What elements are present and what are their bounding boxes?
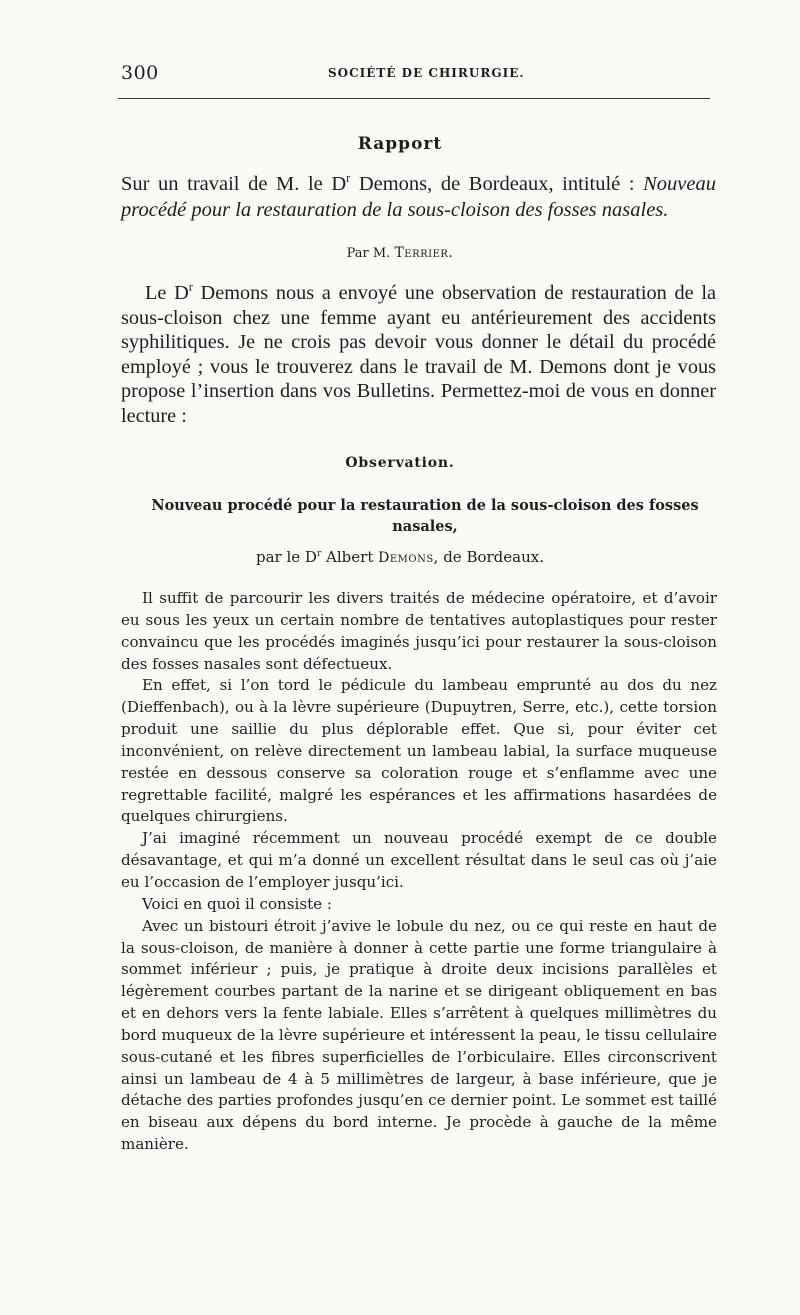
body-paragraph: En effet, si l’on tord le pédicule du lambeau emprunté au dos du nez (Dieffenbach), ou à la lèvre supérieure (Dupuytren, Serre, etc.), cette torsion produit une saillie du plus déplorable effet. Que si, pour éviter cet inconvénient, on relève directement un lambeau labial, la surface muqueuse restée en dessous conserve sa coloration rouge et s’enflamme avec une regrettable facilité, malgré les espérances et les affirmations hasardées de quelques chirurgiens.: [121, 676, 717, 826]
intro-text: Demons nous a envoyé une observation de restauration de la sous-cloison chez une femme ayant eu antérieurement des accidents syphilitiques. Je ne crois pas devoir vous donner le détail du procédé employé ; vous le trouverez dans le travail de M. Demons dont je vous propose l’insertion dans vos Bulletins. Permettez-moi de vous en donner lecture :: [121, 282, 717, 427]
body-paragraph: Voici en quoi il consiste :: [142, 894, 332, 913]
obs-by-name: Albert: [321, 548, 379, 566]
observation-heading: Observation.: [345, 455, 455, 471]
byline-prefix: Par M.: [346, 246, 395, 261]
obs-by-suffix: , de Bordeaux.: [433, 548, 544, 566]
page-number: 300: [121, 62, 159, 84]
intro-paragraph: [121, 281, 716, 428]
report-subject: [121, 171, 716, 223]
obs-by-sup: r: [316, 549, 322, 559]
subject-mid: Demons, de Bordeaux, intitulé :: [350, 173, 644, 195]
observation-body: [121, 588, 717, 1156]
body-paragraph: J’ai imaginé récemment un nouveau procédé exempt de ce double désavantage, et qui m’a donné un excellent résultat dans le seul cas où j’aie eu l’occasion de l’employer jusqu’ici.: [121, 829, 717, 891]
obs-by-surname: Demons: [378, 550, 434, 566]
observation-title: Nouveau procédé pour la restauration de la sous-cloison des fosses nasales,: [151, 497, 699, 535]
report-heading: Rapport: [357, 134, 443, 154]
report-byline: [0, 245, 800, 261]
header-rule: [118, 98, 710, 99]
subject-title: Nouveau procédé pour la restauration de la sous-cloison des fosses nasales.: [121, 173, 716, 221]
subject-sup: r: [346, 171, 351, 186]
subject-prefix: Sur un travail de M. le D: [121, 173, 347, 195]
body-paragraph: Il suffit de parcourir les divers traités de médecine opératoire, et d’avoir eu sous les yeux un certain nombre de tentatives autoplastiques pour rester convaincu que les procédés imaginés jusqu’ici pour restaurer la sous-cloison des fosses nasales sont défectueux.: [121, 589, 717, 673]
body-paragraph: Avec un bistouri étroit j’avive le lobule du nez, ou ce qui reste en haut de la sous-cloison, de manière à donner à cette partie une forme triangulaire à sommet inférieur ; puis, je pratique à droite deux incisions parallèles et légèrement courbes partant de la narine et se dirigeant obliquement en bas et en dehors vers la fente labiale. Elles s’arrêtent à quelques millimètres du bord muqueux de la lèvre supérieure et intéressent la peau, le tissu cellulaire sous-cutané et les fibres superficielles de l’orbiculaire. Elles circonscrivent ainsi un lambeau de 4 à 5 millimètres de largeur, à base inférieure, que je détache des parties profondes jusqu’en ce dernier point. Le sommet est taillé en biseau aux dépens du bord interne. Je procède à gauche de la même manière.: [121, 916, 717, 1154]
intro-sup: r: [188, 280, 193, 295]
intro-prefix: Le D: [145, 282, 189, 304]
byline-author: Terrier.: [394, 245, 454, 261]
observation-byline: [0, 548, 800, 566]
running-title: SOCIÉTÉ DE CHIRURGIE.: [328, 66, 525, 80]
obs-by-prefix: par le D: [256, 548, 317, 566]
